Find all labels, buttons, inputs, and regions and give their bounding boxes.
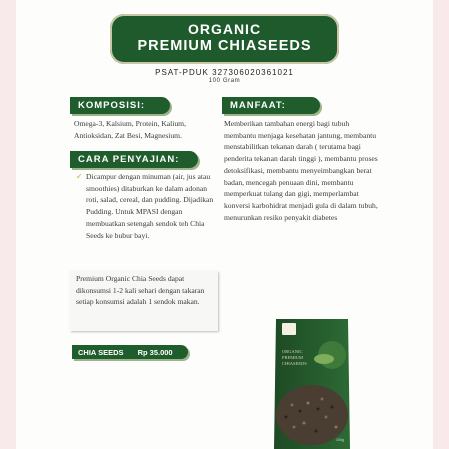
package-text-line-2: PREMIUM	[282, 355, 304, 360]
package-leaf	[314, 354, 334, 364]
title-line-2: PREMIUM CHIASEEDS	[137, 38, 312, 54]
price-value: Rp 35.000	[137, 347, 173, 357]
package-text-line-3: CHIASEEDS	[282, 361, 307, 366]
chia-seed-pile	[276, 385, 348, 445]
cara-penyajian-label: CARA PENYAJIAN:	[70, 151, 198, 168]
manfaat-label: MANFAAT:	[222, 97, 320, 114]
net-weight: 100 Gram	[208, 78, 241, 84]
komposisi-text: Omega-3, Kalsium, Protein, Kalium, Antioksidan, Zat Besi, Magnesium.	[74, 119, 186, 140]
consumption-note: Premium Organic Chia Seeds dapat dikonsumsi 1-2 kali sehari dengan takaran setiap konsumsi adalah 1 sendok makan.	[70, 271, 218, 331]
price-product-label: CHIA SEEDS	[78, 347, 124, 357]
checkmark-icon: ✓	[76, 172, 83, 181]
package-weight: 100g	[336, 438, 344, 442]
title-banner	[110, 14, 339, 64]
package-text-line-1: ORGANIC	[282, 349, 303, 354]
komposisi-label: KOMPOSISI:	[70, 97, 170, 114]
registration-number: PSAT-PDUK 327306020361021	[155, 68, 294, 77]
title-line-1: ORGANIC	[187, 21, 262, 37]
product-package-image	[272, 315, 352, 449]
cara-penyajian-text: Dicampur dengan minuman (air, jus atau smoothies) ditaburkan ke dalam adonan roti, salad, cereal, dan pudding. Dijadikan Pudding. Untuk MPASI dengan membuatkan setengah sendok teh Chia Seeds ke bubur bayi.	[86, 172, 214, 240]
package-logo	[282, 323, 296, 335]
manfaat-text: Memberikan tambahan energi bagi tubuh membantu menjaga kesehatan jantung, membantu menstabilitkan tekanan darah ( terutama bagi penderita tekanan darah tinggi ), membantu proses detoksifikasi, membantu menyeimbangkan berat badan, mencegah penuaan dini, membantu memperkuat tulang dan gigi, memperlambat konversi karbohidrat menjadi gula di dalam tubuh, menurunkan resiko penyakit diabetes	[224, 119, 378, 222]
price-tag	[72, 345, 188, 359]
